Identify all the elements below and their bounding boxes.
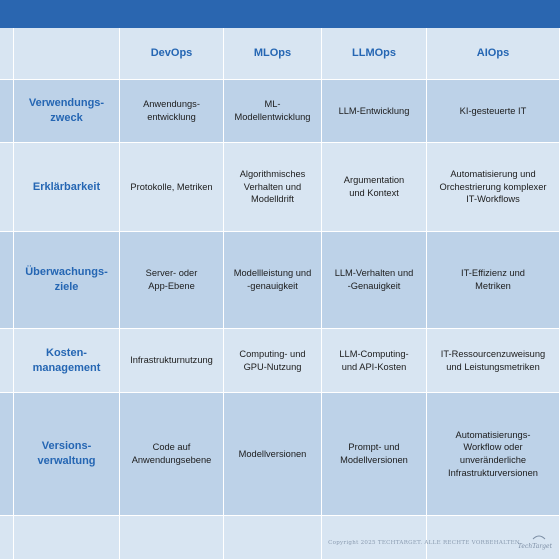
row-label-ueberwachungsziele: Überwachungs- ziele [14, 232, 120, 329]
table-cell: LLM-Verhalten und -Genauigkeit [322, 232, 427, 329]
table-cell: Server- oder App-Ebene [120, 232, 224, 329]
comparison-table [0, 28, 560, 560]
table-cell: Prompt- und Modellversionen [322, 393, 427, 516]
table-cell: Modellleistung und -genauigkeit [224, 232, 322, 329]
table-cell: Code auf Anwendungsebene [120, 393, 224, 516]
header-cell-aiops: AIOps [427, 28, 560, 80]
techtarget-logo-icon [532, 534, 546, 540]
techtarget-logo: TechTarget [517, 543, 552, 550]
table-cell: Anwendungs- entwicklung [120, 80, 224, 143]
table-cell: Automatisierung und Orchestrierung komplexer IT-Workflows [427, 143, 560, 232]
edge-cell [0, 28, 14, 80]
table-cell: Algorithmisches Verhalten und Modelldrift [224, 143, 322, 232]
table-cell: Automatisierungs- Workflow oder unveränderliche Infrastrukturversionen [427, 393, 560, 516]
table-cell: Argumentation und Kontext [322, 143, 427, 232]
edge-cell [0, 329, 14, 393]
table-cell: LLM-Computing- und API-Kosten [322, 329, 427, 393]
table-cell: IT-Effizienz und Metriken [427, 232, 560, 329]
edge-cell [0, 516, 14, 560]
table-cell: ML-Modellentwicklung [224, 80, 322, 143]
footer-cell [120, 516, 224, 560]
row-label-versionsverwaltung: Versions- verwaltung [14, 393, 120, 516]
header-cell-empty [14, 28, 120, 80]
row-label-erklaerbarkeit: Erklärbarkeit [14, 143, 120, 232]
row-label-verwendungszweck: Verwendungs- zweck [14, 80, 120, 143]
copyright-notice: Copyright 2025 TECHTARGET. ALLE RECHTE VORBEHALTEN [328, 540, 520, 546]
table-cell: IT-Ressourcenzuweisung und Leistungsmetriken [427, 329, 560, 393]
header-cell-mlops: MLOps [224, 28, 322, 80]
edge-cell [0, 232, 14, 329]
footer-cell [322, 516, 427, 560]
table-cell: Infrastrukturnutzung [120, 329, 224, 393]
table-cell: LLM-Entwicklung [322, 80, 427, 143]
row-label-kostenmanagement: Kosten- management [14, 329, 120, 393]
edge-cell [0, 80, 14, 143]
table-cell: KI-gesteuerte IT [427, 80, 560, 143]
header-cell-devops: DevOps [120, 28, 224, 80]
footer-cell [224, 516, 322, 560]
edge-cell [0, 393, 14, 516]
header-cell-llmops: LLMOps [322, 28, 427, 80]
table-cell: Computing- und GPU-Nutzung [224, 329, 322, 393]
top-banner [0, 0, 560, 28]
table-cell: Modellversionen [224, 393, 322, 516]
footer-cell [14, 516, 120, 560]
table-cell: Protokolle, Metriken [120, 143, 224, 232]
edge-cell [0, 143, 14, 232]
